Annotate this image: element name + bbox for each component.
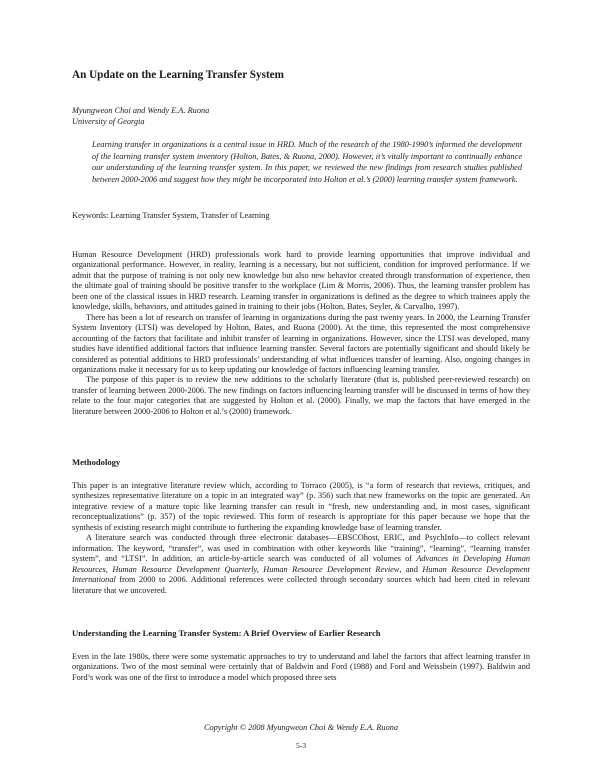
author-names: Myungweon Choi and Wendy E.A. Ruona [72,106,210,115]
methodology-p2-part3: from 2000 to 2006. Additional references were collected through secondary sources which had been cited in relevant literature that we uncovered. [72,575,530,595]
journal-list-b: Human Resource Development International [72,564,530,585]
paper-title: An Update on the Learning Transfer System [72,69,284,81]
introduction-section [72,250,530,417]
intro-paragraph-1: Human Resource Development (HRD) professionals work hard to provide learning opportunities that improve individual and organizational performance. However, in reality, learning is a necessary, but not sufficient, condition for improved performance. If we admit that the purpose of training is not only new knowledge but also new behavior created through transformation of experience, then the ultimate goal of training should be positive transfer to the workplace (Lim & Morris, 2006). Thus, the learning transfer problem has been one of the classical issues in HRD research. Learning transfer in organizations is defined as the degree to which trainees apply the knowledge, skills, behaviors, and attitudes gained in training to their jobs (Holton, Bates, Seyler, & Carvalho, 1997). [72,250,530,312]
methodology-p2-part2: , and [399,564,423,574]
methodology-paragraph-1: This paper is an integrative literature review which, according to Torraco (2005), is “a form of research that reviews, critiques, and synthesizes representative literature on a topic in an integrated way” (p. 356) such that new frameworks on the topic are generated. An integrative review of a mature topic like learning transfer can result in “fresh, new understanding and, in most cases, significant reconceptualizations” (p. 357) of the topic reviewed. This form of research is appropriate for this paper because we hope that the synthesis of existing research might contribute to furthering the expanding knowledge base of learning transfer. [72,481,530,532]
methodology-paragraph-2 [72,533,530,596]
abstract: Learning transfer in organizations is a central issue in HRD. Much of the research of the 1980-1990’s informed the development of the learning transfer system inventory (Holton, Bates, & Ruona, 2000). However, it’s vitally important to continually enhance our understanding of the learning transfer system. In this paper, we reviewed the new findings from research studies published between 2000-2006 and suggest how they might be incorporated into Holton et al.’s (2000) learning transfer system framework. [92,140,522,184]
author-affiliation: University of Georgia [72,116,145,126]
keywords: Keywords: Learning Transfer System, Transfer of Learning [72,211,270,220]
methodology-p2-part1: A literature search was conducted through three electronic databases—EBSCOhost, ERIC, and PsychInfo—to collect relevant information. The keyword, “transfer”, was used in combination with other keywords like “training”, “learning”, “learning transfer system”, and “LTSI”. In addition, an article-by-article search was conducted of all volumes of [72,533,530,564]
methodology-section [72,481,530,596]
page-number: 5-3 [295,741,307,750]
overview-section [72,652,530,683]
journal-list-a: Advances in Developing Human Resources, Human Resource Development Quarterly, Human Resource Development Review [72,554,531,574]
overview-paragraph-1: Even in the late 1980s, there were some systematic approaches to try to understand and label the factors that affect learning transfer in organizations. Two of the most seminal were certainly that of Baldwin and Ford (1988) and Ford and Weissbein (1997). Baldwin and Ford’s work was one of the first to introduce a model which proposed three sets [72,652,530,682]
intro-paragraph-2: There has been a lot of research on transfer of learning in organizations during the past twenty years. In 2000, the Learning Transfer System Inventory (LTSI) was developed by Holton, Bates, and Ruona (2000). At the time, this represented the most comprehensive accounting of the factors that facilitate and inhibit transfer of learning in organizations. However, since the LTSI was developed, many studies have identified additional factors that influence learning transfer. Several factors are potentially significant and should likely be considered as potential additions to HRD professionals’ understanding of what influences transfer of learning. Also, ongoing changes in organizations make it necessary for us to keep updating our knowledge of factors influencing learning transfer. [72,312,530,374]
methodology-heading: Methodology [72,457,121,467]
copyright-notice: Copyright © 2008 Myungweon Choi & Wendy E.A. Ruona [203,723,399,732]
overview-heading: Understanding the Learning Transfer System: A Brief Overview of Earlier Research [72,628,381,638]
intro-paragraph-3: The purpose of this paper is to review the new additions to the scholarly literature (that is, published peer-reviewed research) on transfer of learning between 2000-2006. The new findings on factors influencing learning transfer will be discussed in terms of how they relate to the four major categories that are suggested by Holton et al. (2000). Finally, we map the factors that have emerged in the literature between 2000-2006 to Holton et al.’s (2000) framework. [72,375,530,416]
author-block [72,106,532,127]
